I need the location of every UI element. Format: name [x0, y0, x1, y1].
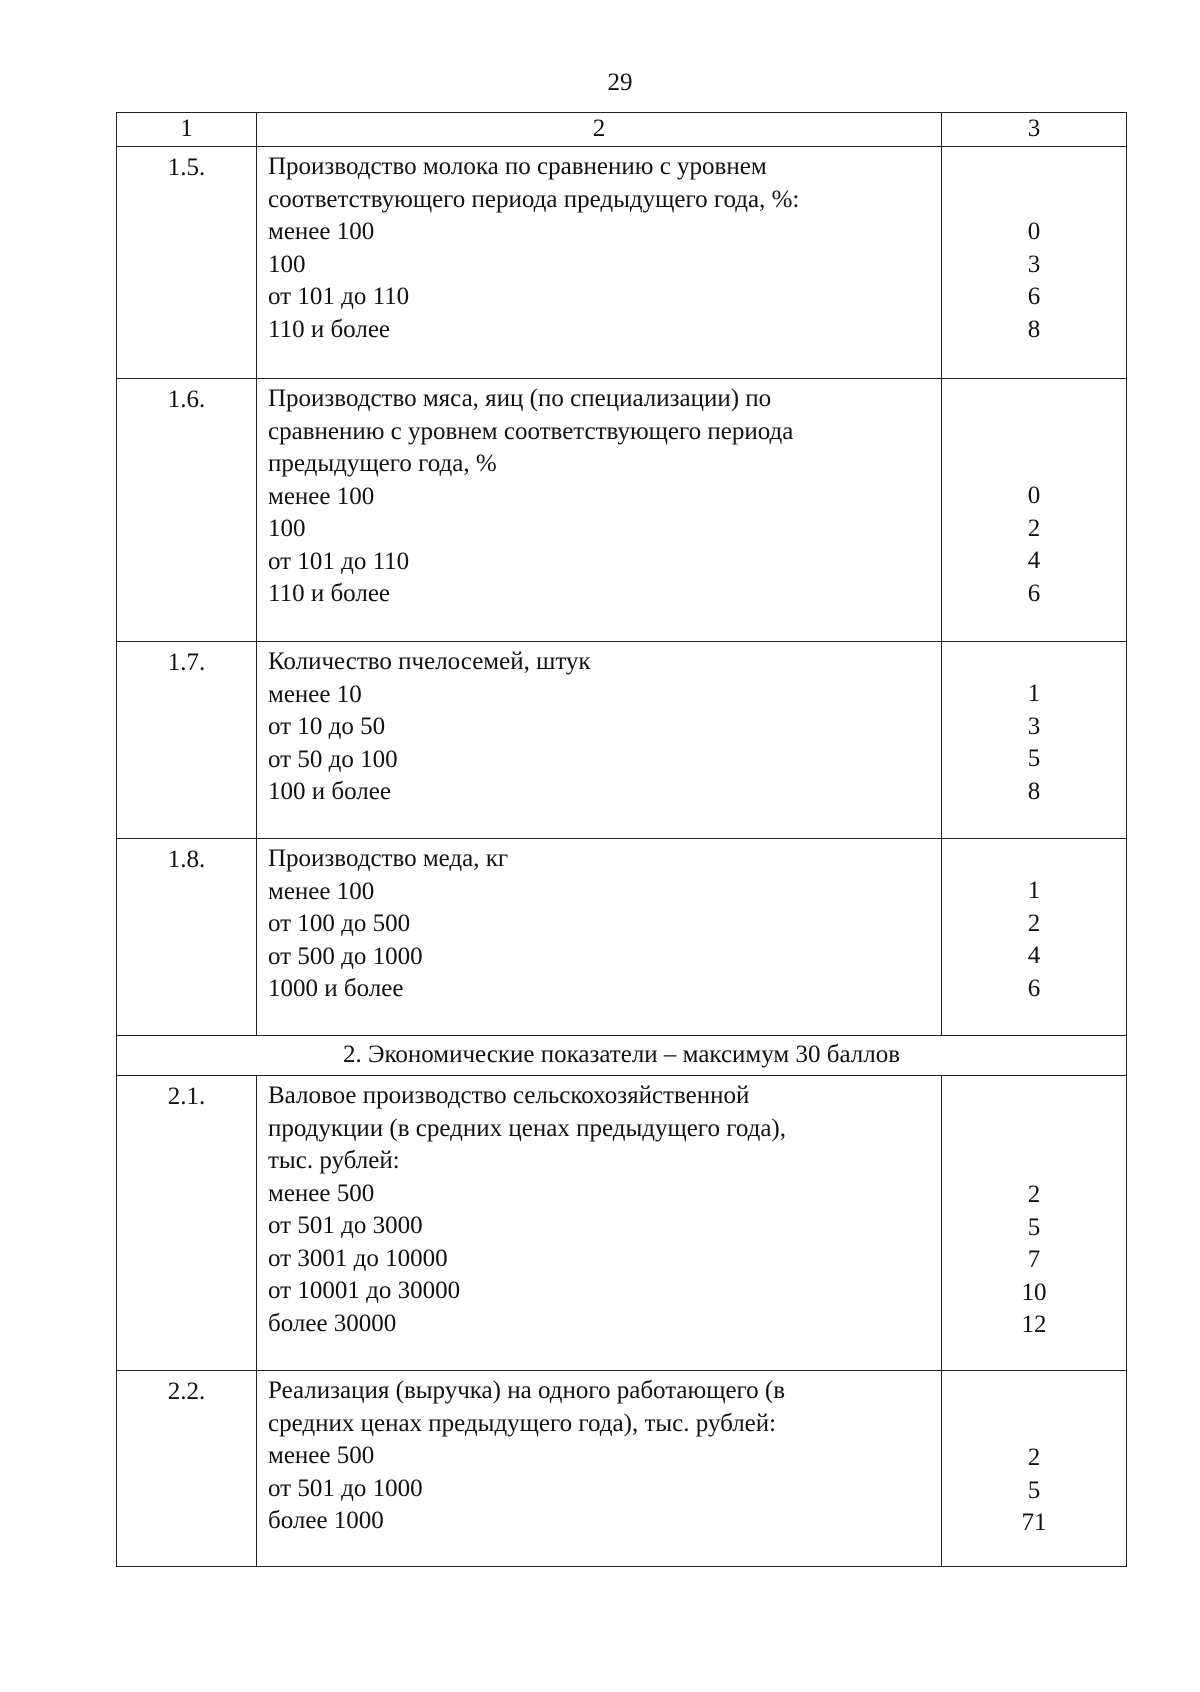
- row-number-cell: [117, 147, 257, 379]
- option-label: от 101 до 110: [268, 547, 410, 575]
- option-label: от 101 до 110: [268, 283, 410, 310]
- points-value: 0: [1027, 218, 1041, 245]
- points-value: 1: [1027, 877, 1041, 904]
- option-label: от 10 до 50: [268, 713, 386, 740]
- option-label: 110 и более: [268, 315, 391, 343]
- row-number-cell: [117, 1076, 257, 1371]
- row-number-cell: [117, 379, 257, 642]
- section-header-row: [117, 1036, 1127, 1076]
- row-description: [257, 1371, 942, 1567]
- points-value: 2: [1027, 1181, 1041, 1208]
- points-value: 71: [1021, 1509, 1047, 1536]
- row-title: сравнению с уровнем соответствующего периода: [268, 417, 794, 445]
- row-number: 2.1.: [167, 1083, 206, 1110]
- section-title: 2. Экономические показатели – максимум 30 баллов: [117, 1036, 1127, 1076]
- table-header-row: [117, 113, 1127, 147]
- row-number: 1.5.: [167, 154, 206, 181]
- header-col-1: 1: [117, 113, 257, 147]
- option-label: 110 и более: [268, 580, 391, 607]
- row-number-cell: [117, 1371, 257, 1567]
- table-row: [117, 1371, 1127, 1567]
- criteria-table: [116, 112, 1127, 1567]
- table-row: [117, 379, 1127, 642]
- option-label: менее 500: [268, 1179, 375, 1207]
- option-label: менее 100: [268, 218, 375, 245]
- row-points: [942, 379, 1127, 642]
- option-label: от 501 до 3000: [268, 1212, 423, 1239]
- option-label: от 501 до 1000: [268, 1474, 423, 1502]
- option-label: 100 и более: [268, 778, 391, 805]
- row-number: 1.6.: [167, 386, 206, 413]
- points-value: 3: [1027, 250, 1041, 278]
- points-value: 8: [1027, 315, 1041, 343]
- row-description: [257, 147, 942, 379]
- option-label: менее 500: [268, 1442, 375, 1469]
- table-row: [117, 642, 1127, 839]
- row-points: [942, 1371, 1127, 1567]
- option-label: менее 10: [268, 680, 362, 708]
- points-value: 5: [1027, 745, 1041, 772]
- row-number: 2.2.: [167, 1378, 206, 1405]
- option-label: менее 100: [268, 877, 375, 905]
- row-number: 1.7.: [167, 649, 206, 676]
- row-points: [942, 839, 1127, 1036]
- row-number: 1.8.: [167, 846, 206, 873]
- row-title: продукции (в средних ценах предыдущего года),: [268, 1114, 786, 1142]
- points-value: 0: [1027, 482, 1041, 509]
- table-row: [117, 1076, 1127, 1371]
- points-value: 6: [1027, 283, 1041, 310]
- option-label: от 10001 до 30000: [268, 1277, 461, 1304]
- row-title: Производство мяса, яиц (по специализации) по: [268, 385, 772, 412]
- option-label: более 30000: [268, 1309, 397, 1337]
- header-col-2: 2: [257, 113, 942, 147]
- header-col-3: 3: [942, 113, 1127, 147]
- row-points: [942, 642, 1127, 839]
- row-points: [942, 147, 1127, 379]
- points-value: 4: [1027, 942, 1041, 969]
- row-title: Производство молока по сравнению с уровнем: [268, 153, 767, 180]
- table-row: [117, 839, 1127, 1036]
- option-label: от 100 до 500: [268, 910, 411, 937]
- row-title: средних ценах предыдущего года), тыс. рублей:: [268, 1409, 777, 1437]
- points-value: 4: [1027, 547, 1041, 574]
- row-title: Производство меда, кг: [268, 845, 509, 872]
- row-title: Валовое производство сельскохозяйственной: [268, 1082, 750, 1109]
- row-description: [257, 642, 942, 839]
- option-label: 100: [268, 250, 306, 278]
- option-label: 100: [268, 515, 306, 542]
- option-label: от 3001 до 10000: [268, 1244, 448, 1272]
- option-label: от 50 до 100: [268, 745, 398, 773]
- row-description: [257, 839, 942, 1036]
- row-title: Количество пчелосемей, штук: [268, 648, 591, 675]
- option-label: менее 100: [268, 482, 375, 510]
- points-value: 8: [1027, 777, 1041, 805]
- option-label: от 500 до 1000: [268, 942, 423, 970]
- points-value: 2: [1027, 909, 1041, 937]
- row-title: соответствующего периода предыдущего года, %:: [268, 185, 800, 213]
- points-value: 3: [1027, 712, 1041, 740]
- points-value: 2: [1027, 1444, 1041, 1471]
- points-value: 5: [1027, 1476, 1041, 1504]
- row-number-cell: [117, 839, 257, 1036]
- points-value: 2: [1027, 514, 1041, 542]
- points-value: 7: [1027, 1246, 1041, 1273]
- table-row: [117, 147, 1127, 379]
- row-title: Реализация (выручка) на одного работающего (в: [268, 1377, 786, 1404]
- row-title: предыдущего года, %: [268, 450, 497, 477]
- points-value: 5: [1027, 1213, 1041, 1241]
- row-description: [257, 379, 942, 642]
- points-value: 6: [1027, 579, 1041, 607]
- page-number: 29: [607, 69, 633, 96]
- option-label: 1000 и более: [268, 975, 404, 1002]
- option-label: более 1000: [268, 1507, 384, 1534]
- row-description: [257, 1076, 942, 1371]
- row-number-cell: [117, 642, 257, 839]
- points-value: 12: [1021, 1311, 1047, 1338]
- row-points: [942, 1076, 1127, 1371]
- row-title: тыс. рублей:: [268, 1147, 400, 1174]
- points-value: 1: [1027, 680, 1041, 707]
- points-value: 6: [1027, 974, 1041, 1002]
- points-value: 10: [1021, 1278, 1047, 1306]
